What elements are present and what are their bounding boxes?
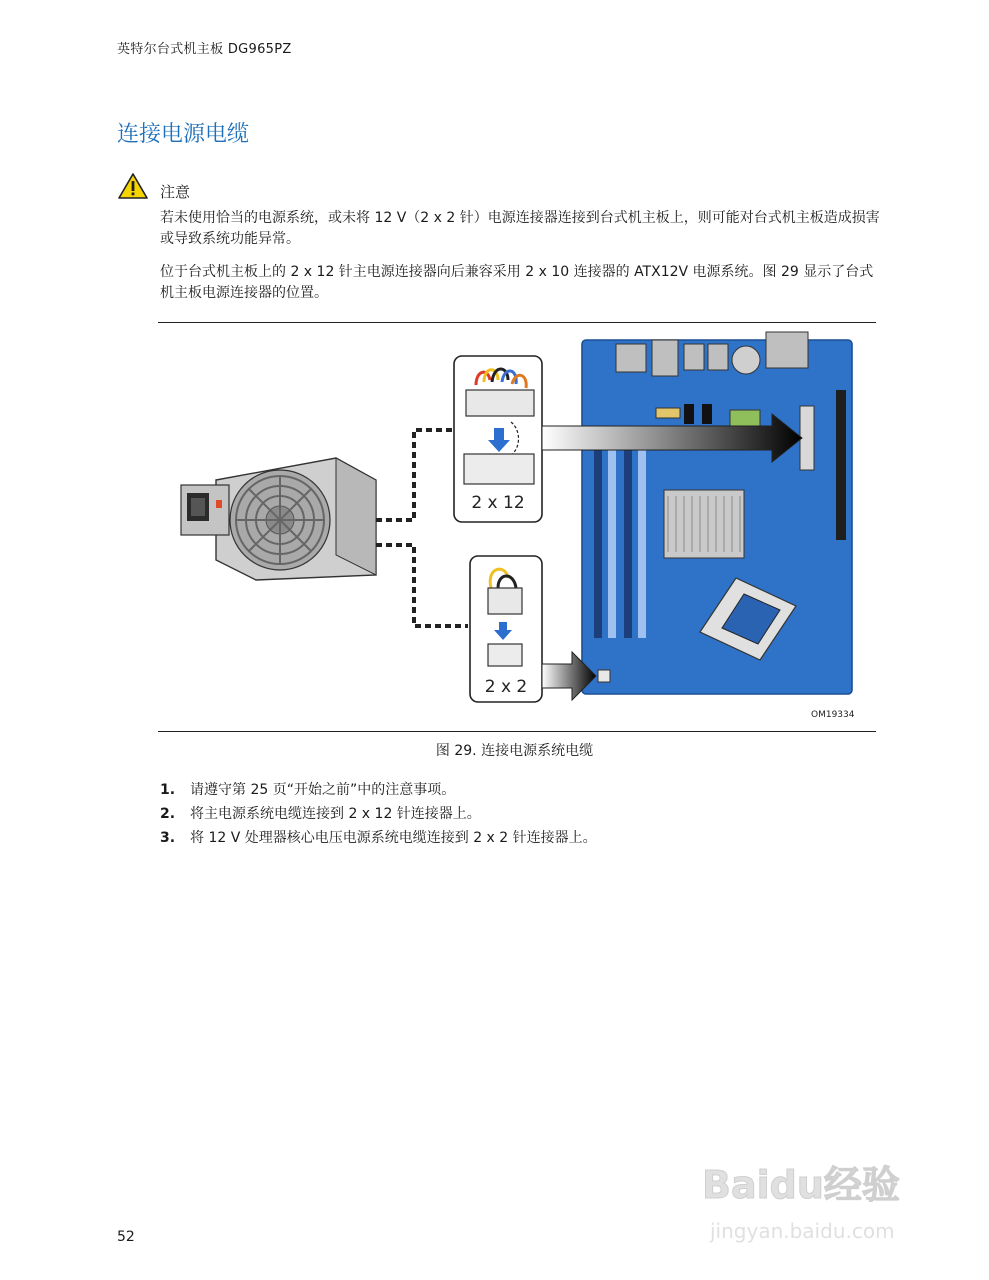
figure-caption: 图 29. 连接电源系统电缆	[435, 743, 594, 759]
body-paragraph: 位于台式机主板上的 2 x 12 针主电源连接器向后兼容采用 2 x 10 连接器的 ATX12V 电源系统。图 29 显示了台式机主板电源连接器的位置。	[160, 264, 874, 301]
running-header: 英特尔台式机主板 DG965PZ	[117, 42, 292, 57]
step-number: 2.	[160, 806, 176, 822]
section-title: 连接电源电缆	[117, 122, 250, 147]
step-number: 3.	[160, 830, 176, 846]
caution-label: 注意	[160, 183, 191, 201]
step-text: 将 12 V 处理器核心电压电源系统电缆连接到 2 x 2 针连接器上。	[190, 830, 597, 846]
connector-2x2-label: 2 x 2	[484, 677, 528, 697]
step-text: 将主电源系统电缆连接到 2 x 12 针连接器上。	[190, 806, 481, 822]
page-number: 52	[117, 1229, 135, 1245]
figure-bottom-rule	[158, 731, 876, 732]
connector-2x2-callout	[470, 556, 542, 702]
watermark-brand: Baidu经验	[702, 1163, 900, 1207]
power-connection-diagram	[176, 330, 866, 726]
list-item	[160, 802, 597, 826]
step-text: 请遵守第 25 页“开始之前”中的注意事项。	[190, 782, 456, 798]
watermark-url: jingyan.baidu.com	[710, 1219, 895, 1243]
figure-id: OM19334	[811, 710, 855, 720]
connector-2x12-callout	[454, 356, 542, 522]
warning-icon	[117, 172, 149, 200]
steps-list	[160, 778, 597, 850]
figure-top-rule	[158, 322, 876, 323]
baidu-watermark	[700, 1150, 940, 1250]
list-item	[160, 778, 597, 802]
step-number: 1.	[160, 782, 176, 798]
list-item	[160, 826, 597, 850]
connector-2x12-label: 2 x 12	[471, 493, 525, 513]
motherboard	[582, 332, 852, 694]
caution-text: 若未使用恰当的电源系统，或未将 12 V（2 x 2 针）电源连接器连接到台式机主板上，则可能对台式机主板造成损害或导致系统功能异常。	[160, 210, 880, 247]
